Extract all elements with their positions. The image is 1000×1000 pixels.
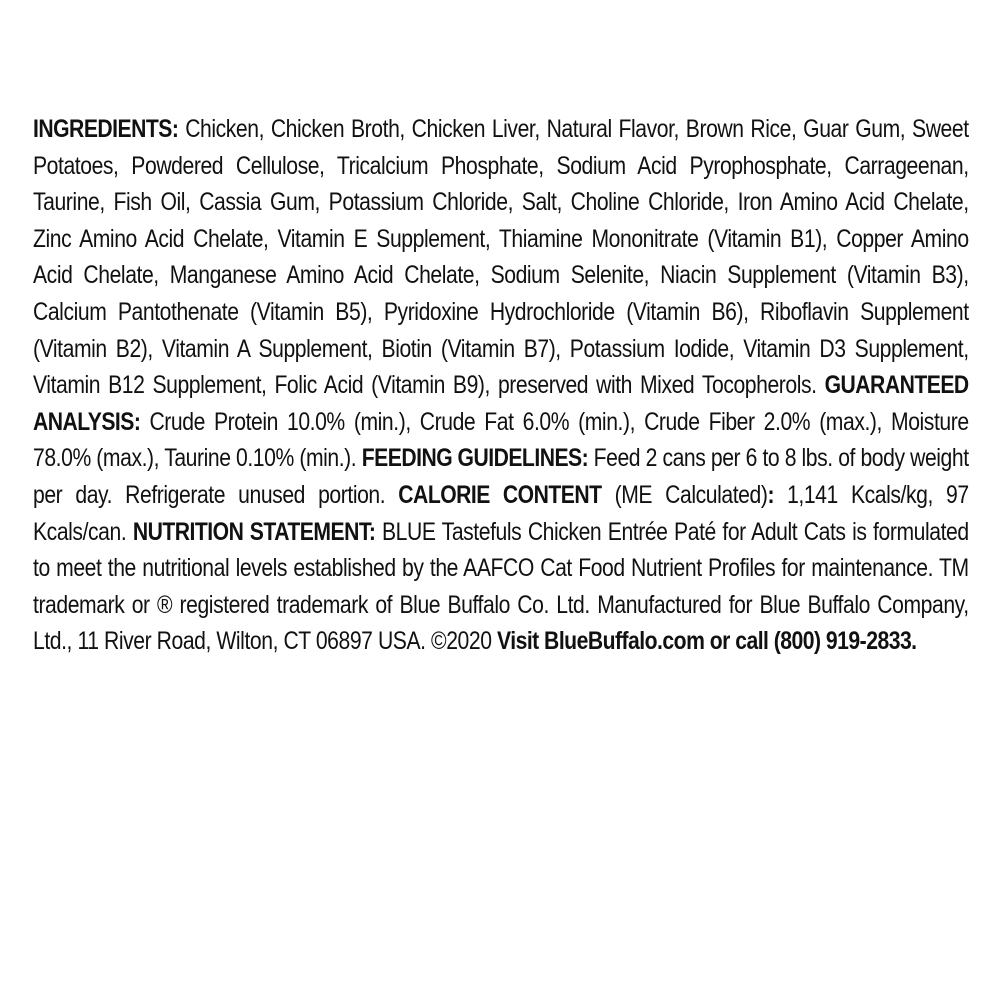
nutrition-statement-text: BLUE Tastefuls Chicken Entrée Paté for Adult Cats is formulated to meet the nutritional levels established by the AAFCO Cat Food Nutrient Profiles for maintenance. TM trademark or ® registered trademark of Blue Buffalo Co. Ltd. Manufactured for Blue Buffalo Company, Ltd., 11 River Road, Wilton, CT 06897 USA. ©2020 xyxy=(33,518,969,656)
ingredients-list: Chicken, Chicken Broth, Chicken Liver, Natural Flavor, Brown Rice, Guar Gum, Sweet Potatoes, Powdered Cellulose, Tricalcium Phosphate, Sodium Acid Pyrophosphate, Carrageenan, Taurine, Fish Oil, Cassia Gum, Potassium Chloride, Salt, Choline Chloride, Iron Amino Acid Chelate, Zinc Amino Acid Chelate, Vitamin E Supplement, Thiamine Mononitrate (Vitamin B1), Copper Amino Acid Chelate, Manganese Amino Acid Chelate, Sodium Selenite, Niacin Supplement (Vitamin B3), Calcium Pantothenate (Vitamin B5), Pyridoxine Hydrochloride (Vitamin B6), Riboflavin Supplement (Vitamin B2), Vitamin A Supplement, Biotin (Vitamin B7), Potassium Iodide, Vitamin D3 Supplement, Vitamin B12 Supplement, Folic Acid (Vitamin B9), preserved with Mixed Tocopherols. xyxy=(33,116,969,400)
calorie-content-colon: : xyxy=(767,481,774,509)
calorie-content-heading: CALORIE CONTENT xyxy=(398,481,602,509)
nutrition-statement-heading: NUTRITION STATEMENT: xyxy=(132,518,376,546)
contact-info: Visit BlueBuffalo.com or call (800) 919-2833. xyxy=(496,628,917,656)
ingredients-label-text xyxy=(33,112,969,661)
feeding-guidelines-heading: FEEDING GUIDELINES: xyxy=(361,445,589,473)
guaranteed-analysis-text: Crude Protein 10.0% (min.), Crude Fat 6.0% (min.), Crude Fiber 2.0% (max.), Moisture 78.0% (max.), Taurine 0.10% (min.). xyxy=(33,408,969,473)
calorie-content-text: 1,141 Kcals/kg, 97 Kcals/can. xyxy=(33,481,969,546)
feeding-guidelines-text: Feed 2 cans per 6 to 8 lbs. of body weight per day. Refrigerate unused portion. xyxy=(33,445,969,509)
calorie-content-method: (ME Calculated) xyxy=(601,481,768,509)
ingredients-heading: INGREDIENTS: xyxy=(33,116,179,143)
guaranteed-analysis-heading: GUARANTEED ANALYSIS: xyxy=(33,372,969,436)
